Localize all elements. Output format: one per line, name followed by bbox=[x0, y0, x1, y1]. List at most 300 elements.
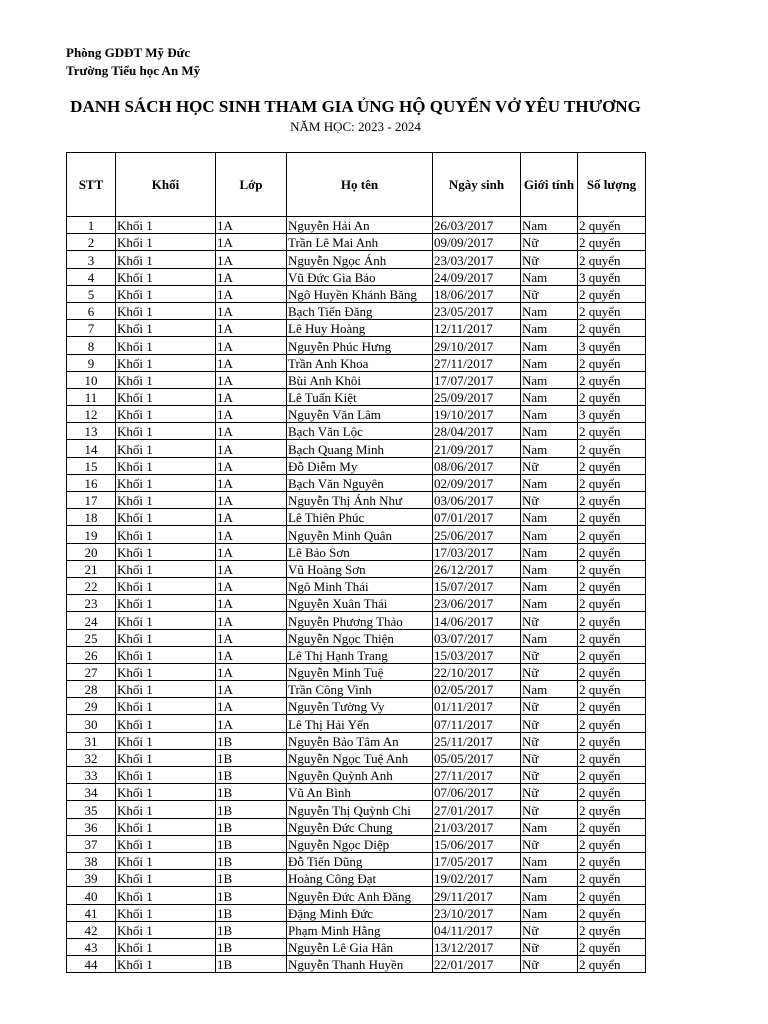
cell-grade: Khối 1 bbox=[116, 285, 216, 302]
cell-gender: Nam bbox=[521, 302, 578, 319]
cell-birthdate: 15/03/2017 bbox=[433, 646, 521, 663]
cell-name: Nguyễn Ngọc Thiện bbox=[287, 629, 433, 646]
cell-birthdate: 28/04/2017 bbox=[433, 423, 521, 440]
table-row bbox=[67, 440, 646, 457]
cell-stt: 37 bbox=[67, 835, 116, 852]
cell-gender: Nữ bbox=[521, 492, 578, 509]
cell-quantity: 2 quyển bbox=[578, 354, 646, 371]
cell-class: 1A bbox=[216, 560, 287, 577]
cell-name: Bạch Văn Nguyên bbox=[287, 474, 433, 491]
cell-stt: 29 bbox=[67, 698, 116, 715]
cell-birthdate: 25/11/2017 bbox=[433, 732, 521, 749]
cell-grade: Khối 1 bbox=[116, 921, 216, 938]
cell-quantity: 3 quyển bbox=[578, 337, 646, 354]
cell-name: Trần Lê Mai Anh bbox=[287, 234, 433, 251]
cell-stt: 11 bbox=[67, 388, 116, 405]
cell-birthdate: 19/02/2017 bbox=[433, 870, 521, 887]
table-body bbox=[67, 217, 646, 973]
cell-stt: 21 bbox=[67, 560, 116, 577]
cell-grade: Khối 1 bbox=[116, 509, 216, 526]
table-row bbox=[67, 956, 646, 973]
cell-quantity: 2 quyển bbox=[578, 956, 646, 973]
cell-class: 1A bbox=[216, 492, 287, 509]
cell-name: Nguyễn Thanh Huyền bbox=[287, 956, 433, 973]
column-header-class: Lớp bbox=[216, 153, 287, 217]
cell-gender: Nữ bbox=[521, 921, 578, 938]
cell-class: 1A bbox=[216, 698, 287, 715]
cell-name: Nguyễn Thị Ánh Như bbox=[287, 492, 433, 509]
cell-quantity: 2 quyển bbox=[578, 801, 646, 818]
cell-name: Hoàng Công Đạt bbox=[287, 870, 433, 887]
cell-name: Bạch Quang Minh bbox=[287, 440, 433, 457]
cell-quantity: 2 quyển bbox=[578, 595, 646, 612]
cell-gender: Nam bbox=[521, 887, 578, 904]
cell-stt: 41 bbox=[67, 904, 116, 921]
cell-birthdate: 26/03/2017 bbox=[433, 217, 521, 234]
cell-gender: Nam bbox=[521, 526, 578, 543]
cell-stt: 30 bbox=[67, 715, 116, 732]
document-title: DANH SÁCH HỌC SINH THAM GIA ỦNG HỘ QUYỂN VỞ YÊU THƯƠNG bbox=[70, 97, 641, 116]
cell-name: Đỗ Tiến Dũng bbox=[287, 852, 433, 869]
cell-name: Bạch Tiến Đăng bbox=[287, 302, 433, 319]
cell-class: 1B bbox=[216, 904, 287, 921]
cell-stt: 19 bbox=[67, 526, 116, 543]
cell-gender: Nam bbox=[521, 217, 578, 234]
cell-gender: Nữ bbox=[521, 612, 578, 629]
cell-grade: Khối 1 bbox=[116, 337, 216, 354]
cell-name: Vũ Đức Gia Bảo bbox=[287, 268, 433, 285]
cell-class: 1A bbox=[216, 337, 287, 354]
cell-birthdate: 15/06/2017 bbox=[433, 835, 521, 852]
cell-birthdate: 12/11/2017 bbox=[433, 320, 521, 337]
cell-class: 1B bbox=[216, 784, 287, 801]
cell-quantity: 2 quyển bbox=[578, 234, 646, 251]
table-row bbox=[67, 681, 646, 698]
cell-birthdate: 23/10/2017 bbox=[433, 904, 521, 921]
cell-stt: 20 bbox=[67, 543, 116, 560]
cell-name: Ngô Minh Thái bbox=[287, 577, 433, 594]
cell-name: Nguyễn Xuân Thái bbox=[287, 595, 433, 612]
cell-gender: Nam bbox=[521, 852, 578, 869]
cell-gender: Nữ bbox=[521, 285, 578, 302]
cell-stt: 12 bbox=[67, 406, 116, 423]
school-name: Trường Tiểu học An Mỹ bbox=[66, 63, 201, 78]
table-row bbox=[67, 251, 646, 268]
cell-stt: 9 bbox=[67, 354, 116, 371]
cell-stt: 33 bbox=[67, 767, 116, 784]
cell-gender: Nữ bbox=[521, 698, 578, 715]
cell-name: Nguyễn Minh Tuệ bbox=[287, 663, 433, 680]
table-row bbox=[67, 870, 646, 887]
cell-stt: 1 bbox=[67, 217, 116, 234]
cell-stt: 26 bbox=[67, 646, 116, 663]
table-row bbox=[67, 629, 646, 646]
cell-name: Ngô Huyền Khánh Băng bbox=[287, 285, 433, 302]
cell-gender: Nam bbox=[521, 509, 578, 526]
cell-gender: Nam bbox=[521, 440, 578, 457]
cell-birthdate: 23/05/2017 bbox=[433, 302, 521, 319]
cell-stt: 24 bbox=[67, 612, 116, 629]
cell-class: 1A bbox=[216, 251, 287, 268]
table-row bbox=[67, 423, 646, 440]
cell-quantity: 2 quyển bbox=[578, 560, 646, 577]
cell-class: 1A bbox=[216, 354, 287, 371]
cell-birthdate: 07/06/2017 bbox=[433, 784, 521, 801]
cell-stt: 27 bbox=[67, 663, 116, 680]
cell-gender: Nữ bbox=[521, 938, 578, 955]
cell-name: Nguyễn Tường Vy bbox=[287, 698, 433, 715]
table-row bbox=[67, 320, 646, 337]
cell-class: 1A bbox=[216, 595, 287, 612]
cell-class: 1A bbox=[216, 406, 287, 423]
column-header-gender: Giới tính bbox=[521, 153, 578, 217]
cell-name: Trần Anh Khoa bbox=[287, 354, 433, 371]
cell-class: 1B bbox=[216, 835, 287, 852]
cell-grade: Khối 1 bbox=[116, 887, 216, 904]
cell-grade: Khối 1 bbox=[116, 629, 216, 646]
cell-birthdate: 25/06/2017 bbox=[433, 526, 521, 543]
cell-quantity: 2 quyển bbox=[578, 852, 646, 869]
cell-class: 1A bbox=[216, 681, 287, 698]
cell-gender: Nam bbox=[521, 388, 578, 405]
cell-class: 1A bbox=[216, 388, 287, 405]
cell-grade: Khối 1 bbox=[116, 474, 216, 491]
cell-birthdate: 23/06/2017 bbox=[433, 595, 521, 612]
cell-gender: Nữ bbox=[521, 457, 578, 474]
cell-gender: Nữ bbox=[521, 715, 578, 732]
cell-quantity: 2 quyển bbox=[578, 440, 646, 457]
cell-grade: Khối 1 bbox=[116, 234, 216, 251]
cell-quantity: 2 quyển bbox=[578, 251, 646, 268]
cell-stt: 14 bbox=[67, 440, 116, 457]
table-row bbox=[67, 474, 646, 491]
cell-quantity: 2 quyển bbox=[578, 749, 646, 766]
cell-stt: 43 bbox=[67, 938, 116, 955]
cell-class: 1A bbox=[216, 646, 287, 663]
student-table bbox=[66, 152, 646, 973]
cell-name: Nguyễn Lê Gia Hân bbox=[287, 938, 433, 955]
cell-birthdate: 07/11/2017 bbox=[433, 715, 521, 732]
cell-gender: Nam bbox=[521, 681, 578, 698]
cell-stt: 42 bbox=[67, 921, 116, 938]
cell-quantity: 2 quyển bbox=[578, 320, 646, 337]
cell-name: Đỗ Diễm My bbox=[287, 457, 433, 474]
cell-grade: Khối 1 bbox=[116, 560, 216, 577]
table-row bbox=[67, 784, 646, 801]
table-row bbox=[67, 337, 646, 354]
table-row bbox=[67, 457, 646, 474]
cell-grade: Khối 1 bbox=[116, 577, 216, 594]
cell-class: 1B bbox=[216, 870, 287, 887]
table-row bbox=[67, 767, 646, 784]
table-row bbox=[67, 646, 646, 663]
cell-stt: 7 bbox=[67, 320, 116, 337]
title-cell bbox=[66, 97, 645, 119]
cell-birthdate: 23/03/2017 bbox=[433, 251, 521, 268]
cell-stt: 13 bbox=[67, 423, 116, 440]
table-row bbox=[67, 406, 646, 423]
cell-grade: Khối 1 bbox=[116, 440, 216, 457]
cell-gender: Nam bbox=[521, 337, 578, 354]
cell-quantity: 2 quyển bbox=[578, 904, 646, 921]
cell-birthdate: 24/09/2017 bbox=[433, 268, 521, 285]
cell-grade: Khối 1 bbox=[116, 612, 216, 629]
cell-quantity: 2 quyển bbox=[578, 217, 646, 234]
cell-quantity: 2 quyển bbox=[578, 646, 646, 663]
cell-class: 1A bbox=[216, 474, 287, 491]
cell-birthdate: 03/06/2017 bbox=[433, 492, 521, 509]
cell-name: Nguyễn Đức Chung bbox=[287, 818, 433, 835]
cell-quantity: 2 quyển bbox=[578, 732, 646, 749]
table-row bbox=[67, 509, 646, 526]
cell-birthdate: 04/11/2017 bbox=[433, 921, 521, 938]
cell-gender: Nam bbox=[521, 371, 578, 388]
cell-grade: Khối 1 bbox=[116, 595, 216, 612]
cell-grade: Khối 1 bbox=[116, 371, 216, 388]
cell-birthdate: 25/09/2017 bbox=[433, 388, 521, 405]
cell-quantity: 2 quyển bbox=[578, 784, 646, 801]
cell-quantity: 2 quyển bbox=[578, 681, 646, 698]
cell-name: Lê Bảo Sơn bbox=[287, 543, 433, 560]
table-row bbox=[67, 698, 646, 715]
cell-class: 1B bbox=[216, 732, 287, 749]
cell-name: Vũ An Bình bbox=[287, 784, 433, 801]
cell-gender: Nữ bbox=[521, 749, 578, 766]
cell-birthdate: 14/06/2017 bbox=[433, 612, 521, 629]
cell-grade: Khối 1 bbox=[116, 492, 216, 509]
cell-birthdate: 27/01/2017 bbox=[433, 801, 521, 818]
cell-name: Bùi Anh Khôi bbox=[287, 371, 433, 388]
cell-name: Nguyễn Minh Quân bbox=[287, 526, 433, 543]
cell-gender: Nam bbox=[521, 474, 578, 491]
cell-class: 1A bbox=[216, 268, 287, 285]
cell-birthdate: 17/07/2017 bbox=[433, 371, 521, 388]
cell-quantity: 2 quyển bbox=[578, 509, 646, 526]
cell-birthdate: 27/11/2017 bbox=[433, 354, 521, 371]
cell-grade: Khối 1 bbox=[116, 217, 216, 234]
cell-class: 1B bbox=[216, 852, 287, 869]
cell-grade: Khối 1 bbox=[116, 251, 216, 268]
cell-gender: Nữ bbox=[521, 234, 578, 251]
cell-grade: Khối 1 bbox=[116, 646, 216, 663]
cell-class: 1A bbox=[216, 663, 287, 680]
cell-name: Nguyễn Phương Thảo bbox=[287, 612, 433, 629]
cell-class: 1A bbox=[216, 629, 287, 646]
cell-grade: Khối 1 bbox=[116, 784, 216, 801]
cell-grade: Khối 1 bbox=[116, 801, 216, 818]
cell-gender: Nam bbox=[521, 354, 578, 371]
cell-stt: 31 bbox=[67, 732, 116, 749]
cell-stt: 2 bbox=[67, 234, 116, 251]
column-header-stt: STT bbox=[67, 153, 116, 217]
cell-quantity: 2 quyển bbox=[578, 474, 646, 491]
cell-quantity: 2 quyển bbox=[578, 612, 646, 629]
table-row bbox=[67, 595, 646, 612]
cell-grade: Khối 1 bbox=[116, 835, 216, 852]
cell-birthdate: 27/11/2017 bbox=[433, 767, 521, 784]
cell-quantity: 2 quyển bbox=[578, 457, 646, 474]
cell-name: Nguyễn Bảo Tâm An bbox=[287, 732, 433, 749]
cell-quantity: 2 quyển bbox=[578, 715, 646, 732]
cell-stt: 38 bbox=[67, 852, 116, 869]
cell-birthdate: 13/12/2017 bbox=[433, 938, 521, 955]
cell-class: 1A bbox=[216, 440, 287, 457]
cell-stt: 36 bbox=[67, 818, 116, 835]
table-row bbox=[67, 526, 646, 543]
cell-grade: Khối 1 bbox=[116, 956, 216, 973]
cell-quantity: 2 quyển bbox=[578, 302, 646, 319]
cell-gender: Nữ bbox=[521, 835, 578, 852]
cell-gender: Nam bbox=[521, 423, 578, 440]
cell-gender: Nam bbox=[521, 818, 578, 835]
cell-grade: Khối 1 bbox=[116, 852, 216, 869]
cell-quantity: 2 quyển bbox=[578, 663, 646, 680]
cell-stt: 40 bbox=[67, 887, 116, 904]
cell-name: Nguyễn Đức Anh Đăng bbox=[287, 887, 433, 904]
cell-grade: Khối 1 bbox=[116, 543, 216, 560]
column-header-quantity: Số lượng bbox=[578, 153, 646, 217]
table-row bbox=[67, 388, 646, 405]
cell-birthdate: 15/07/2017 bbox=[433, 577, 521, 594]
cell-class: 1B bbox=[216, 938, 287, 955]
table-row bbox=[67, 835, 646, 852]
cell-quantity: 2 quyển bbox=[578, 577, 646, 594]
cell-grade: Khối 1 bbox=[116, 320, 216, 337]
cell-name: Bạch Văn Lộc bbox=[287, 423, 433, 440]
table-row bbox=[67, 354, 646, 371]
cell-quantity: 2 quyển bbox=[578, 526, 646, 543]
cell-name: Vũ Hoàng Sơn bbox=[287, 560, 433, 577]
cell-grade: Khối 1 bbox=[116, 406, 216, 423]
cell-gender: Nam bbox=[521, 320, 578, 337]
cell-birthdate: 07/01/2017 bbox=[433, 509, 521, 526]
cell-birthdate: 03/07/2017 bbox=[433, 629, 521, 646]
cell-stt: 18 bbox=[67, 509, 116, 526]
cell-gender: Nữ bbox=[521, 663, 578, 680]
cell-quantity: 2 quyển bbox=[578, 371, 646, 388]
cell-grade: Khối 1 bbox=[116, 354, 216, 371]
cell-birthdate: 26/12/2017 bbox=[433, 560, 521, 577]
cell-gender: Nam bbox=[521, 406, 578, 423]
column-header-name: Họ tên bbox=[287, 153, 433, 217]
cell-class: 1A bbox=[216, 371, 287, 388]
table-row bbox=[67, 543, 646, 560]
department-name: Phòng GDĐT Mỹ Đức bbox=[66, 45, 191, 60]
table-row bbox=[67, 818, 646, 835]
cell-grade: Khối 1 bbox=[116, 302, 216, 319]
cell-gender: Nữ bbox=[521, 956, 578, 973]
cell-name: Nguyễn Văn Lâm bbox=[287, 406, 433, 423]
cell-birthdate: 09/09/2017 bbox=[433, 234, 521, 251]
cell-stt: 16 bbox=[67, 474, 116, 491]
cell-gender: Nữ bbox=[521, 251, 578, 268]
cell-grade: Khối 1 bbox=[116, 938, 216, 955]
cell-quantity: 2 quyển bbox=[578, 629, 646, 646]
cell-class: 1A bbox=[216, 285, 287, 302]
cell-class: 1B bbox=[216, 801, 287, 818]
cell-name: Lê Thiên Phúc bbox=[287, 509, 433, 526]
cell-birthdate: 17/03/2017 bbox=[433, 543, 521, 560]
table-row bbox=[67, 560, 646, 577]
cell-quantity: 2 quyển bbox=[578, 921, 646, 938]
cell-birthdate: 08/06/2017 bbox=[433, 457, 521, 474]
table-row bbox=[67, 732, 646, 749]
cell-stt: 34 bbox=[67, 784, 116, 801]
cell-class: 1A bbox=[216, 423, 287, 440]
cell-class: 1B bbox=[216, 818, 287, 835]
table-row bbox=[67, 852, 646, 869]
cell-birthdate: 05/05/2017 bbox=[433, 749, 521, 766]
cell-quantity: 2 quyển bbox=[578, 698, 646, 715]
cell-gender: Nam bbox=[521, 268, 578, 285]
cell-gender: Nữ bbox=[521, 646, 578, 663]
cell-stt: 10 bbox=[67, 371, 116, 388]
table-row bbox=[67, 285, 646, 302]
cell-class: 1B bbox=[216, 887, 287, 904]
table-row bbox=[67, 904, 646, 921]
cell-birthdate: 29/10/2017 bbox=[433, 337, 521, 354]
cell-quantity: 3 quyển bbox=[578, 406, 646, 423]
cell-name: Nguyễn Ngọc Tuệ Anh bbox=[287, 749, 433, 766]
cell-class: 1A bbox=[216, 217, 287, 234]
cell-quantity: 2 quyển bbox=[578, 938, 646, 955]
cell-gender: Nam bbox=[521, 577, 578, 594]
cell-quantity: 2 quyển bbox=[578, 767, 646, 784]
cell-class: 1A bbox=[216, 715, 287, 732]
cell-quantity: 2 quyển bbox=[578, 818, 646, 835]
cell-class: 1A bbox=[216, 457, 287, 474]
cell-quantity: 2 quyển bbox=[578, 835, 646, 852]
table-row bbox=[67, 371, 646, 388]
cell-gender: Nam bbox=[521, 904, 578, 921]
cell-class: 1A bbox=[216, 577, 287, 594]
cell-name: Đặng Minh Đức bbox=[287, 904, 433, 921]
cell-stt: 39 bbox=[67, 870, 116, 887]
table-row bbox=[67, 234, 646, 251]
cell-grade: Khối 1 bbox=[116, 870, 216, 887]
cell-class: 1A bbox=[216, 526, 287, 543]
cell-name: Nguyễn Phúc Hưng bbox=[287, 337, 433, 354]
cell-grade: Khối 1 bbox=[116, 526, 216, 543]
cell-birthdate: 02/09/2017 bbox=[433, 474, 521, 491]
table-header-row bbox=[67, 153, 646, 217]
cell-stt: 28 bbox=[67, 681, 116, 698]
table-row bbox=[67, 663, 646, 680]
cell-class: 1A bbox=[216, 509, 287, 526]
cell-grade: Khối 1 bbox=[116, 423, 216, 440]
cell-birthdate: 29/11/2017 bbox=[433, 887, 521, 904]
cell-name: Lê Huy Hoàng bbox=[287, 320, 433, 337]
cell-stt: 17 bbox=[67, 492, 116, 509]
column-header-grade: Khối bbox=[116, 153, 216, 217]
cell-grade: Khối 1 bbox=[116, 715, 216, 732]
table-row bbox=[67, 268, 646, 285]
table-row bbox=[67, 801, 646, 818]
cell-birthdate: 22/01/2017 bbox=[433, 956, 521, 973]
table-row bbox=[67, 715, 646, 732]
cell-stt: 35 bbox=[67, 801, 116, 818]
cell-gender: Nam bbox=[521, 560, 578, 577]
cell-name: Nguyễn Quỳnh Anh bbox=[287, 767, 433, 784]
cell-stt: 8 bbox=[67, 337, 116, 354]
cell-class: 1A bbox=[216, 320, 287, 337]
cell-birthdate: 02/05/2017 bbox=[433, 681, 521, 698]
cell-grade: Khối 1 bbox=[116, 681, 216, 698]
cell-birthdate: 19/10/2017 bbox=[433, 406, 521, 423]
cell-gender: Nữ bbox=[521, 784, 578, 801]
cell-class: 1B bbox=[216, 767, 287, 784]
cell-birthdate: 18/06/2017 bbox=[433, 285, 521, 302]
